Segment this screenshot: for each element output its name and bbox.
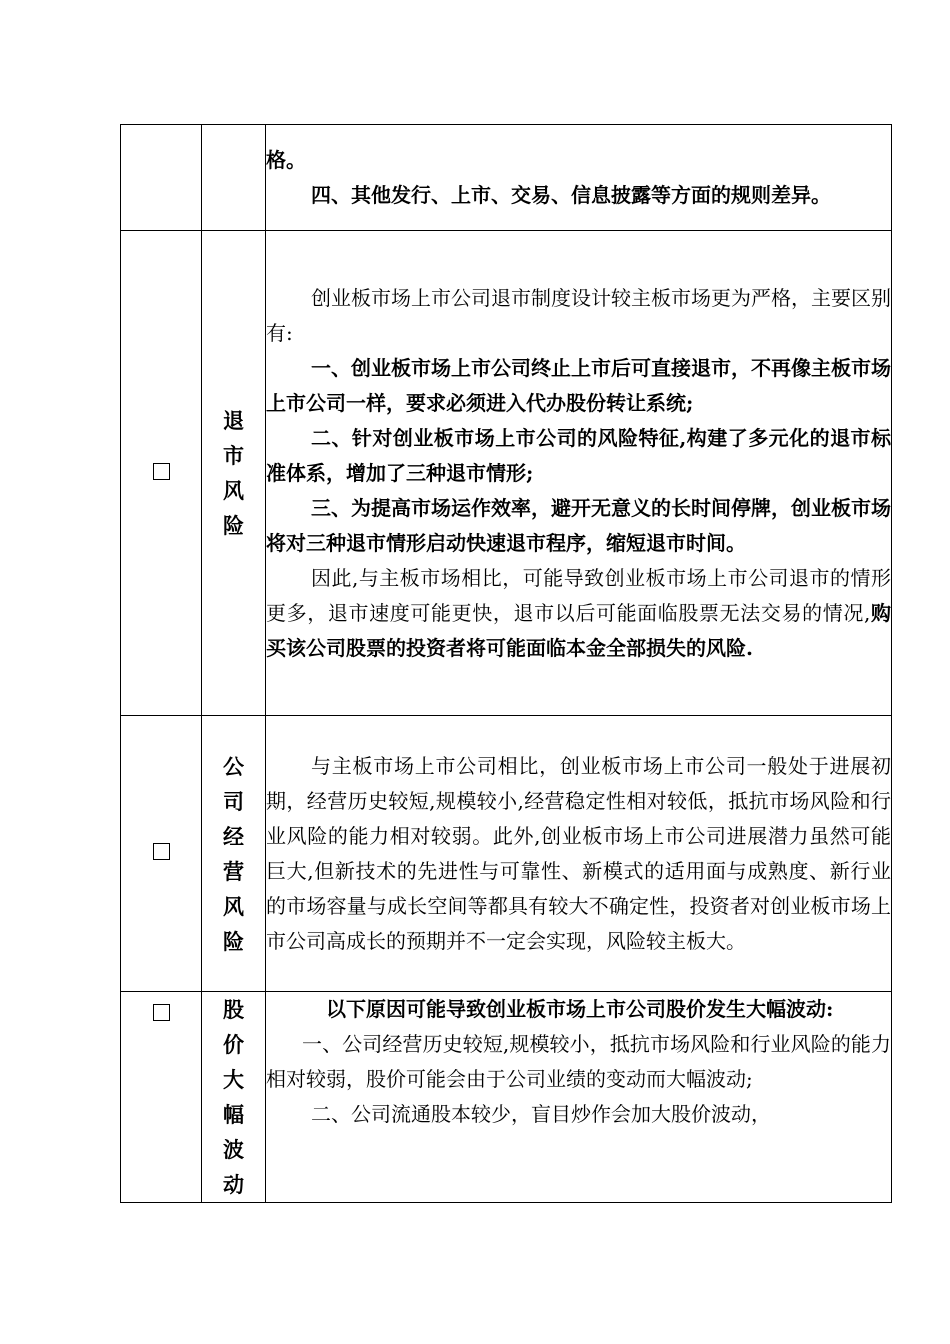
category-label	[202, 403, 265, 543]
paragraph: 以下原因可能导致创业板市场上市公司股价发生大幅波动:	[326, 997, 834, 1021]
category-char: 风	[223, 893, 244, 919]
category-char: 司	[223, 788, 244, 814]
category-cell	[202, 231, 266, 716]
table-row	[121, 992, 892, 1203]
table-row	[121, 125, 892, 231]
category-char: 险	[223, 513, 244, 538]
paragraph-normal-text: 因此,与主板市场相比，可能导致创业板市场上市公司退市的情形更多，退市速度可能更快，退市以后可能面临股票无法交易的情况,	[266, 565, 891, 625]
category-char: 动	[223, 1172, 244, 1197]
paragraph: 一、公司经营历史较短,规模较小，抵抗市场风险和行业风险的能力相对较弱，股价可能会由于公司业绩的变动而大幅波动;	[266, 1032, 891, 1091]
risk-disclosure-table	[120, 124, 892, 1203]
content-cell	[266, 231, 892, 716]
paragraph: 一、创业板市场上市公司终止上市后可直接退市，不再像主板市场上市公司一样，要求必须进入代办股份转让系统;	[266, 355, 891, 415]
category-char: 退	[223, 408, 244, 433]
category-char: 股	[223, 997, 244, 1022]
category-label	[202, 749, 265, 959]
category-char: 大	[223, 1067, 244, 1092]
checkbox[interactable]	[153, 843, 170, 860]
content-cell	[266, 992, 892, 1203]
table-row	[121, 231, 892, 716]
checkbox-cell	[121, 125, 202, 231]
paragraph: 三、为提高市场运作效率，避开无意义的长时间停牌，创业板市场将对三种退市情形启动快速退市程序，缩短退市时间。	[266, 495, 891, 555]
category-cell	[202, 716, 266, 992]
checkbox[interactable]	[153, 1004, 170, 1021]
checkbox[interactable]	[153, 463, 170, 480]
paragraph	[266, 561, 891, 666]
paragraph: 格。	[266, 147, 306, 172]
checkbox-cell	[121, 992, 202, 1203]
category-char: 价	[223, 1032, 244, 1057]
table-row	[121, 716, 892, 992]
category-label	[202, 992, 265, 1202]
paragraph-bold-text: 购买该公司股票的投资者将可能面临本金全部损失的风险.	[266, 600, 892, 660]
category-char: 险	[223, 928, 244, 954]
category-char: 波	[223, 1137, 244, 1162]
category-char: 公	[223, 753, 244, 779]
category-char: 风	[223, 478, 244, 503]
paragraph: 二、针对创业板市场上市公司的风险特征,构建了多元化的退市标准体系，增加了三种退市情形;	[266, 425, 891, 485]
content-cell	[266, 716, 892, 992]
category-char: 经	[223, 823, 244, 849]
category-char: 幅	[223, 1102, 244, 1127]
category-cell	[202, 992, 266, 1203]
category-cell	[202, 125, 266, 231]
category-char: 营	[223, 858, 244, 884]
paragraph: 四、其他发行、上市、交易、信息披露等方面的规则差异。	[311, 182, 831, 207]
category-char: 市	[223, 443, 244, 468]
checkbox-cell	[121, 716, 202, 992]
paragraph: 二、公司流通股本较少，盲目炒作会加大股价波动，	[311, 1102, 771, 1126]
paragraph: 创业板市场上市公司退市制度设计较主板市场更为严格，主要区别有:	[266, 285, 891, 345]
content-cell	[266, 125, 892, 231]
paragraph: 与主板市场上市公司相比，创业板市场上市公司一般处于进展初期，经营历史较短,规模较小,经营稳定性相对较低，抵抗市场风险和行业风险的能力相对较弱。此外,创业板市场上市公司进展潜力虽然可能巨大,但新技术的先进性与可靠性、新模式的适用面与成熟度、新行业的市场容量与成长空间等都具有较大不确定性，投资者对创业板市场上市公司高成长的预期并不一定会实现，风险较主板大。	[266, 753, 891, 953]
checkbox-cell	[121, 231, 202, 716]
